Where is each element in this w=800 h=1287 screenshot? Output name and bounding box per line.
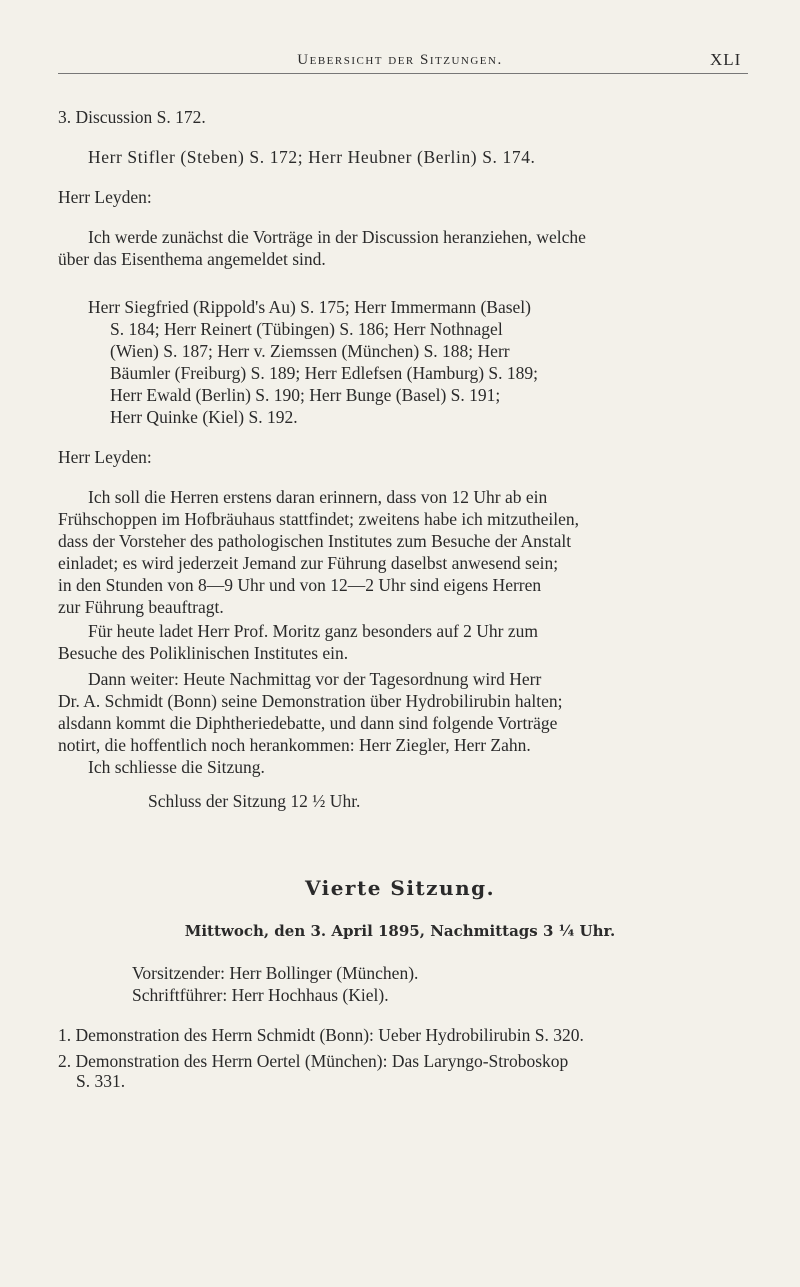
session-title: Vierte Sitzung.: [304, 876, 496, 900]
speaker-list-line: S. 184; Herr Reinert (Tübingen) S. 186; Herr Nothnagel: [110, 319, 503, 339]
paragraph-line: zur Führung beauftragt.: [58, 597, 224, 617]
agenda-item-continuation: S. 331.: [76, 1071, 126, 1091]
paragraph-line: Ich soll die Herren erstens daran erinnern, dass von 12 Uhr ab ein: [88, 487, 548, 507]
agenda-item: 1. Demonstration des Herrn Schmidt (Bonn): Ueber Hydrobilirubin S. 320.: [58, 1025, 584, 1045]
paragraph-line: einladet; es wird jederzeit Jemand zur Führung daselbst anwesend sein;: [58, 553, 559, 573]
paragraph-line: notirt, die hoffentlich noch herankommen: Herr Ziegler, Herr Zahn.: [58, 735, 531, 755]
paragraph-line: Für heute ladet Herr Prof. Moritz ganz besonders auf 2 Uhr zum: [88, 621, 539, 641]
paragraph-line: dass der Vorsteher des pathologischen Institutes zum Besuche der Anstalt: [58, 531, 572, 551]
session-secretary: Schriftführer: Herr Hochhaus (Kiel).: [132, 985, 389, 1005]
speaker-label: Herr Leyden:: [58, 447, 152, 467]
section-heading: 3. Discussion S. 172.: [58, 107, 206, 127]
paragraph-line: Besuche des Poliklinischen Institutes ein.: [58, 643, 349, 663]
session-datetime: Mittwoch, den 3. April 1895, Nachmittags 3 ¼ Uhr.: [184, 922, 616, 940]
discussion-speakers: Herr Stifler (Steben) S. 172; Herr Heubner (Berlin) S. 174.: [88, 147, 536, 167]
page-number: XLI: [710, 50, 742, 69]
paragraph-line: Frühschoppen im Hofbräuhaus stattfindet; zweitens habe ich mitzutheilen,: [58, 509, 579, 529]
paragraph-line: Dr. A. Schmidt (Bonn) seine Demonstration über Hydrobilirubin halten;: [58, 691, 563, 711]
paragraph-line: alsdann kommt die Diphtheriedebatte, und dann sind folgende Vorträge: [58, 713, 558, 733]
paragraph-line: Ich werde zunächst die Vorträge in der Discussion heranziehen, welche: [88, 227, 586, 247]
paragraph-line: in den Stunden von 8—9 Uhr und von 12—2 Uhr sind eigens Herren: [58, 575, 542, 595]
speaker-list-line: Herr Ewald (Berlin) S. 190; Herr Bunge (Basel) S. 191;: [110, 385, 501, 405]
closing-time: Schluss der Sitzung 12 ½ Uhr.: [148, 791, 361, 811]
paragraph-line: Dann weiter: Heute Nachmittag vor der Tagesordnung wird Herr: [88, 669, 542, 689]
paragraph-line: über das Eisenthema angemeldet sind.: [58, 249, 326, 269]
speaker-list-line: Herr Quinke (Kiel) S. 192.: [110, 407, 298, 427]
closing-statement: Ich schliesse die Sitzung.: [88, 757, 265, 777]
session-chair: Vorsitzender: Herr Bollinger (München).: [132, 963, 419, 983]
running-header-title: Uebersicht der Sitzungen.: [297, 52, 503, 68]
agenda-item: 2. Demonstration des Herrn Oertel (München): Das Laryngo-Stroboskop: [58, 1051, 569, 1071]
speaker-list-line: (Wien) S. 187; Herr v. Ziemssen (München) S. 188; Herr: [110, 341, 510, 361]
speaker-list-line: Bäumler (Freiburg) S. 189; Herr Edlefsen (Hamburg) S. 189;: [110, 363, 539, 383]
speaker-list-line: Herr Siegfried (Rippold's Au) S. 175; Herr Immermann (Basel): [88, 297, 531, 317]
speaker-label: Herr Leyden:: [58, 187, 152, 207]
header-rule: [58, 73, 748, 74]
